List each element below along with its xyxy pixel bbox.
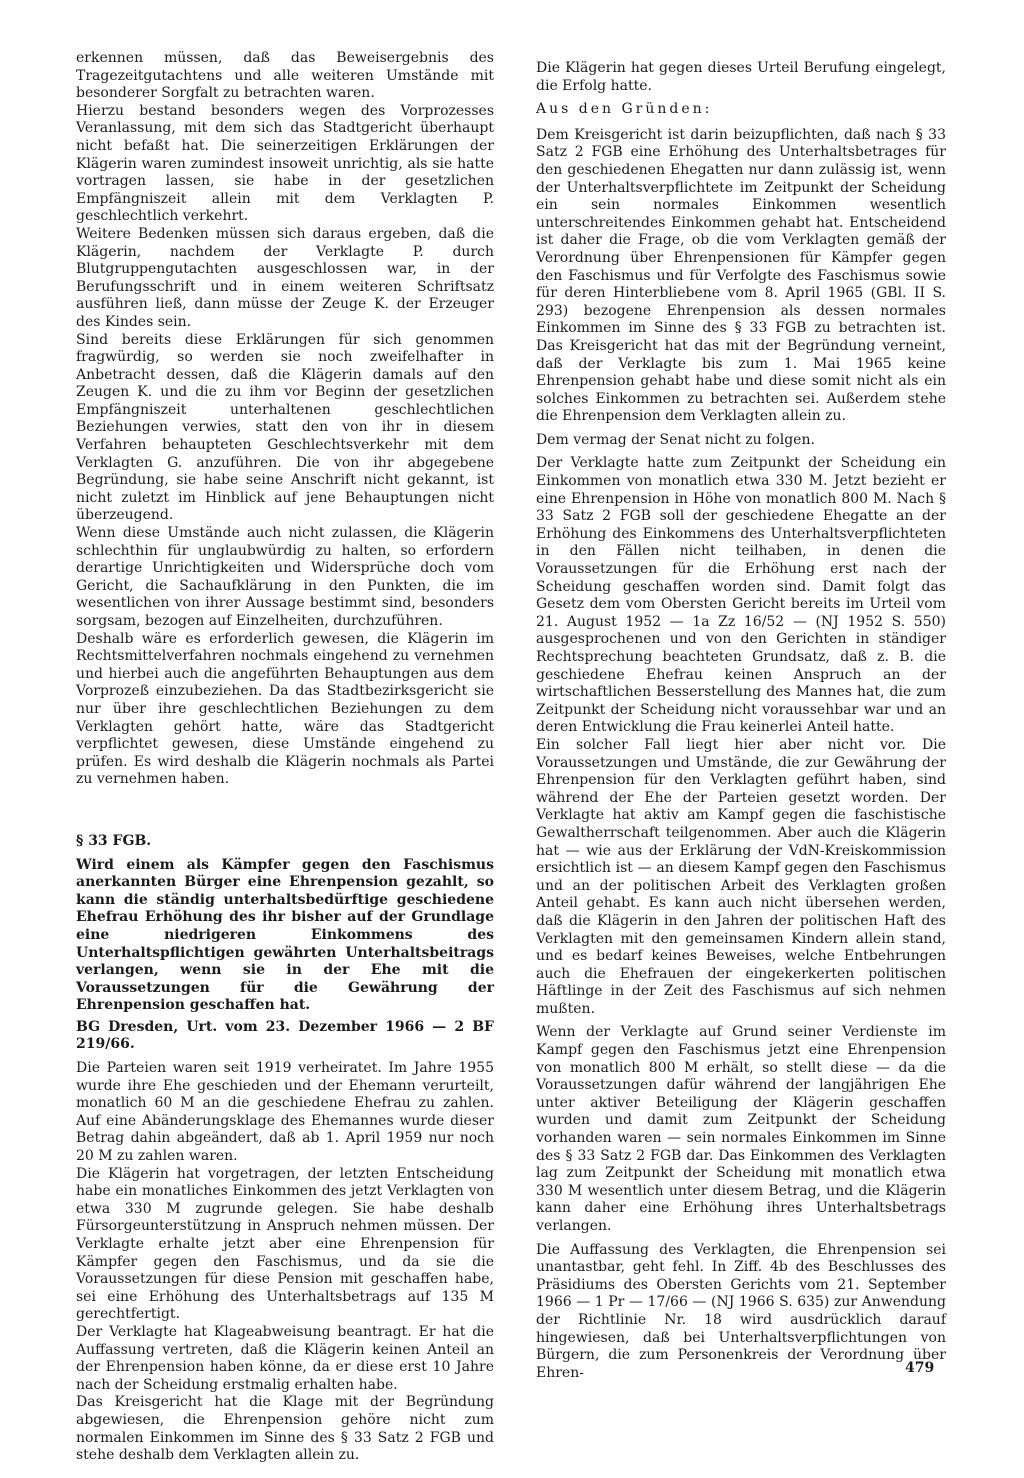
case-paragraph: Die Parteien waren seit 1919 verheiratet. Im Jahre 1955 wurde ihre Ehe geschieden und der Ehemann verurteilt, monatlich 60 M an die geschiedene Ehefrau zu zahlen. Auf eine Abänderungsklage des Ehemannes wurde dieser Betrag dahin abgeändert, daß ab 1. April 1959 nur noch 20 M zu zahlen waren.	[76, 1060, 494, 1165]
paragraph: Dem Kreisgericht ist darin beizupflichten, daß nach § 33 Satz 2 FGB eine Erhöhung des Unterhaltsbetrages für den geschiedenen Ehegatten nur dann zulässig ist, wenn der Unterhaltsverpflichtete im Zeitpunkt der Scheidung ein sein normales Einkommen wesentlich unterschreitendes Einkommen gehabt hat. Entscheidend ist daher die Frage, ob die vom Verklagten gemäß der Verordnung über Ehrenpensionen für Kämpfer gegen den Faschismus und für Verfolgte des Faschismus sowie für deren Hinterbliebene vom 8. April 1965 (GBl. II S. 293) bezogene Ehrenpension als dessen normales Einkommen im Sinne des § 33 FGB zu betrachten ist. Das Kreisgericht hat das mit der Begründung verneint, daß der Verklagte bis zum 1. Mai 1965 keine Ehrenpension gehabt habe und diese somit nicht als ein solches Einkommen zu betrachten sei. Außerdem stehe die Ehrenpension dem Verklagten allein zu.	[536, 126, 946, 425]
rule-heading: § 33 FGB.	[76, 832, 152, 849]
left-column	[76, 50, 494, 1465]
paragraph: Dem vermag der Senat nicht zu folgen.	[536, 431, 815, 448]
paragraph: Die Auffassung des Verklagten, die Ehrenpension sei unantastbar, geht fehl. In Ziff. 4b des Beschlusses des Präsidiums des Obersten Gerichts vom 21. September 1966 — 1 Pr — 17/66 — (NJ 1966 S. 635) zur Anwendung der Richtlinie Nr. 18 wird ausdrücklich darauf hingewiesen, daß bei Unterhaltsverpflichtungen von Bürgern, die zum Personenkreis der Verordnung über Ehren-	[536, 1241, 946, 1381]
court-citation: BG Dresden, Urt. vom 23. Dezember 1966 — 2 BF 219/66.	[76, 1018, 494, 1053]
paragraph: Wenn der Verklagte auf Grund seiner Verdienste im Kampf gegen den Faschismus jetzt eine Ehrenpension von monatlich 800 M erhält, so stellt diese — da die Voraussetzungen dafür während der langjährigen Ehe unter aktiver Beteiligung der Klägerin geschaffen wurden und damit zum Zeitpunkt der Scheidung vorhanden waren — sein normales Einkommen im Sinne des § 33 Satz 2 FGB dar. Das Einkommen des Verklagten lag zum Zeitpunkt der Scheidung mit monatlich etwa 330 M wesentlich unter diesem Betrag, und die Klägerin kann daher eine Erhöhung ihres Unterhaltsbetrags verlangen.	[536, 1024, 946, 1234]
paragraph: Deshalb wäre es erforderlich gewesen, die Klägerin im Rechtsmittelverfahren nochmals eingehend zu vernehmen und hierbei auch die angeführten Behauptungen aus dem Vorprozeß einzubeziehen. Da das Stadtbezirksgericht sie nur über ihre geschlechtlichen Beziehungen zu dem Verklagten gehört hatte, wäre das Stadtgericht verpflichtet gewesen, diese Umstände eingehend zu prüfen. Es wird deshalb die Klägerin nochmals als Partei zu vernehmen haben.	[76, 630, 494, 788]
case-paragraph: Der Verklagte hat Klageabweisung beantragt. Er hat die Auffassung vertreten, daß die Klägerin keinen Anteil an der Ehrenpension haben könne, da er diese erst 10 Jahre nach der Scheidung erstmalig erhalten habe.	[76, 1323, 494, 1393]
paragraph: Wenn diese Umstände auch nicht zulassen, die Klägerin schlechthin für unglaubwürdig zu halten, so erfordern derartige Unrichtigkeiten und Widersprüche doch vom Gericht, die Sachaufklärung in den Punkten, die im wesentlichen von ihrer Aussage bestimmt sind, besonders sorgsam, bezogen auf Einzelheiten, durchzuführen.	[76, 525, 494, 629]
rule-text: Wird einem als Kämpfer gegen den Faschismus anerkannten Bürger eine Ehrenpension gezahlt, so kann die ständig unterhaltsbedürftige geschiedene Ehefrau Erhöhung des ihr bisher auf der Grundlage eine niedrigeren Einkommens des Unterhaltspflichtigen gewährten Unterhaltsbeitrags verlangen, wenn sie in der Ehe mit die Voraussetzungen für die Gewährung der Ehrenpension geschaffen hat.	[76, 856, 494, 1014]
paragraph: Der Verklagte hatte zum Zeitpunkt der Scheidung ein Einkommen von monatlich etwa 330 M. Jetzt bezieht er eine Ehrenpension in Höhe von monatlich 800 M. Nach § 33 Satz 2 FGB soll der geschiedene Ehegatte an der Erhöhung des Einkommens des Unterhaltsverpflichteten in den Fällen nicht teilhaben, in denen die Voraussetzungen für die Erhöhung erst nach der Scheidung geschaffen worden sind. Damit folgt das Gesetz dem vom Obersten Gericht bereits im Urteil vom 21. August 1952 — 1a Zz 16/52 — (NJ 1952 S. 550) ausgesprochenen und von den Gerichten in ständiger Rechtsprechung beachteten Grundsatz, daß z. B. die geschiedene Ehefrau keinen Anspruch an der wirtschaftlichen Besserstellung des Mannes hat, die zum Zeitpunkt der Scheidung nicht voraussehbar war und an deren Entwicklung die Frau keinerlei Anteil hatte.	[536, 455, 946, 736]
case-paragraph: Das Kreisgericht hat die Klage mit der Begründung abgewiesen, die Ehrenpension gehöre nicht zum normalen Einkommen im Sinne des § 33 Satz 2 FGB und stehe deshalb dem Verklagten allein zu.	[76, 1394, 494, 1464]
paragraph: Ein solcher Fall liegt hier aber nicht vor. Die Voraussetzungen und Umstände, die zur Gewährung der Ehrenpension für den Verklagten geführt haben, sind während der Ehe der Parteien gesetzt worden. Der Verklagte hat aktiv am Kampf gegen die faschistische Gewaltherrschaft teilgenommen. Aber auch die Klägerin hat — wie aus der Erklärung der VdN-Kreiskommission ersichtlich ist — an diesem Kampf gegen den Faschismus und an der politischen Arbeit des Verklagten großen Anteil gehabt. Es kann auch nicht übersehen werden, daß die Klägerin in den Jahren der politischen Haft des Verklagten mit den gemeinsamen Kindern allein stand, und es bedarf keines Beweises, welche Entbehrungen auch die Ehefrauen der eingekerkerten politischen Häftlinge in der Zeit des Faschismus auf sich nehmen mußten.	[536, 736, 946, 1017]
page-number: 479	[905, 1360, 935, 1376]
paragraph: Sind bereits diese Erklärungen für sich genommen fragwürdig, so werden sie noch zweifelhafter in Anbetracht dessen, daß die Klägerin damals auf den Zeugen K. und die zu ihm vor Beginn der gesetzlichen Empfängniszeit unterhaltenen geschlechtlichen Beziehungen verwies, statt den von ihr in diesem Verfahren behaupteten Geschlechtsverkehr mit dem Verklagten G. anzuführen. Die von ihr abgegebene Begründung, sie habe seine Anschrift nicht gekannt, ist nicht zuletzt im Hinblick auf jene Behauptungen nicht überzeugend.	[76, 331, 494, 524]
section-heading: Aus den Gründen:	[536, 101, 713, 118]
paragraph: Weitere Bedenken müssen sich daraus ergeben, daß die Klägerin, nachdem der Verklagte P. durch Blutgruppengutachten ausgeschlossen war, in der Berufungsschrift und in einem weiteren Schriftsatz ausführen ließ, dann müsse der Zeuge K. der Erzeuger des Kindes sein.	[76, 225, 494, 330]
intro-paragraph: Die Klägerin hat gegen dieses Urteil Berufung eingelegt, die Erfolg hatte.	[536, 60, 946, 94]
case-paragraph: Die Klägerin hat vorgetragen, der letzten Entscheidung habe ein monatliches Einkommen des jetzt Verklagten von etwa 330 M zugrunde gelegen. Sie habe deshalb Fürsorgeunterstützung in Anspruch nehmen müssen. Der Verklagte erhalte jetzt aber eine Ehrenpension für Kämpfer gegen den Faschismus, und da sie die Voraussetzungen für diese Pension mit geschaffen habe, sei eine Erhöhung des Unterhaltsbetrags auf 135 M gerechtfertigt.	[76, 1165, 494, 1323]
right-column	[536, 60, 946, 1382]
paragraph: erkennen müssen, daß das Beweisergebnis des Tragezeitgutachtens und alle weiteren Umstände mit besonderer Sorgfalt zu betrachten waren.	[76, 50, 494, 102]
paragraph: Hierzu bestand besonders wegen des Vorprozesses Veranlassung, mit dem sich das Stadtgericht überhaupt nicht befaßt hat. Die seinerzeitigen Erklärungen der Klägerin waren zumindest insoweit unrichtig, als sie hatte vortragen lassen, sie habe in der gesetzlichen Empfängniszeit allein mit dem Verklagten P. geschlechtlich verkehrt.	[76, 102, 494, 225]
